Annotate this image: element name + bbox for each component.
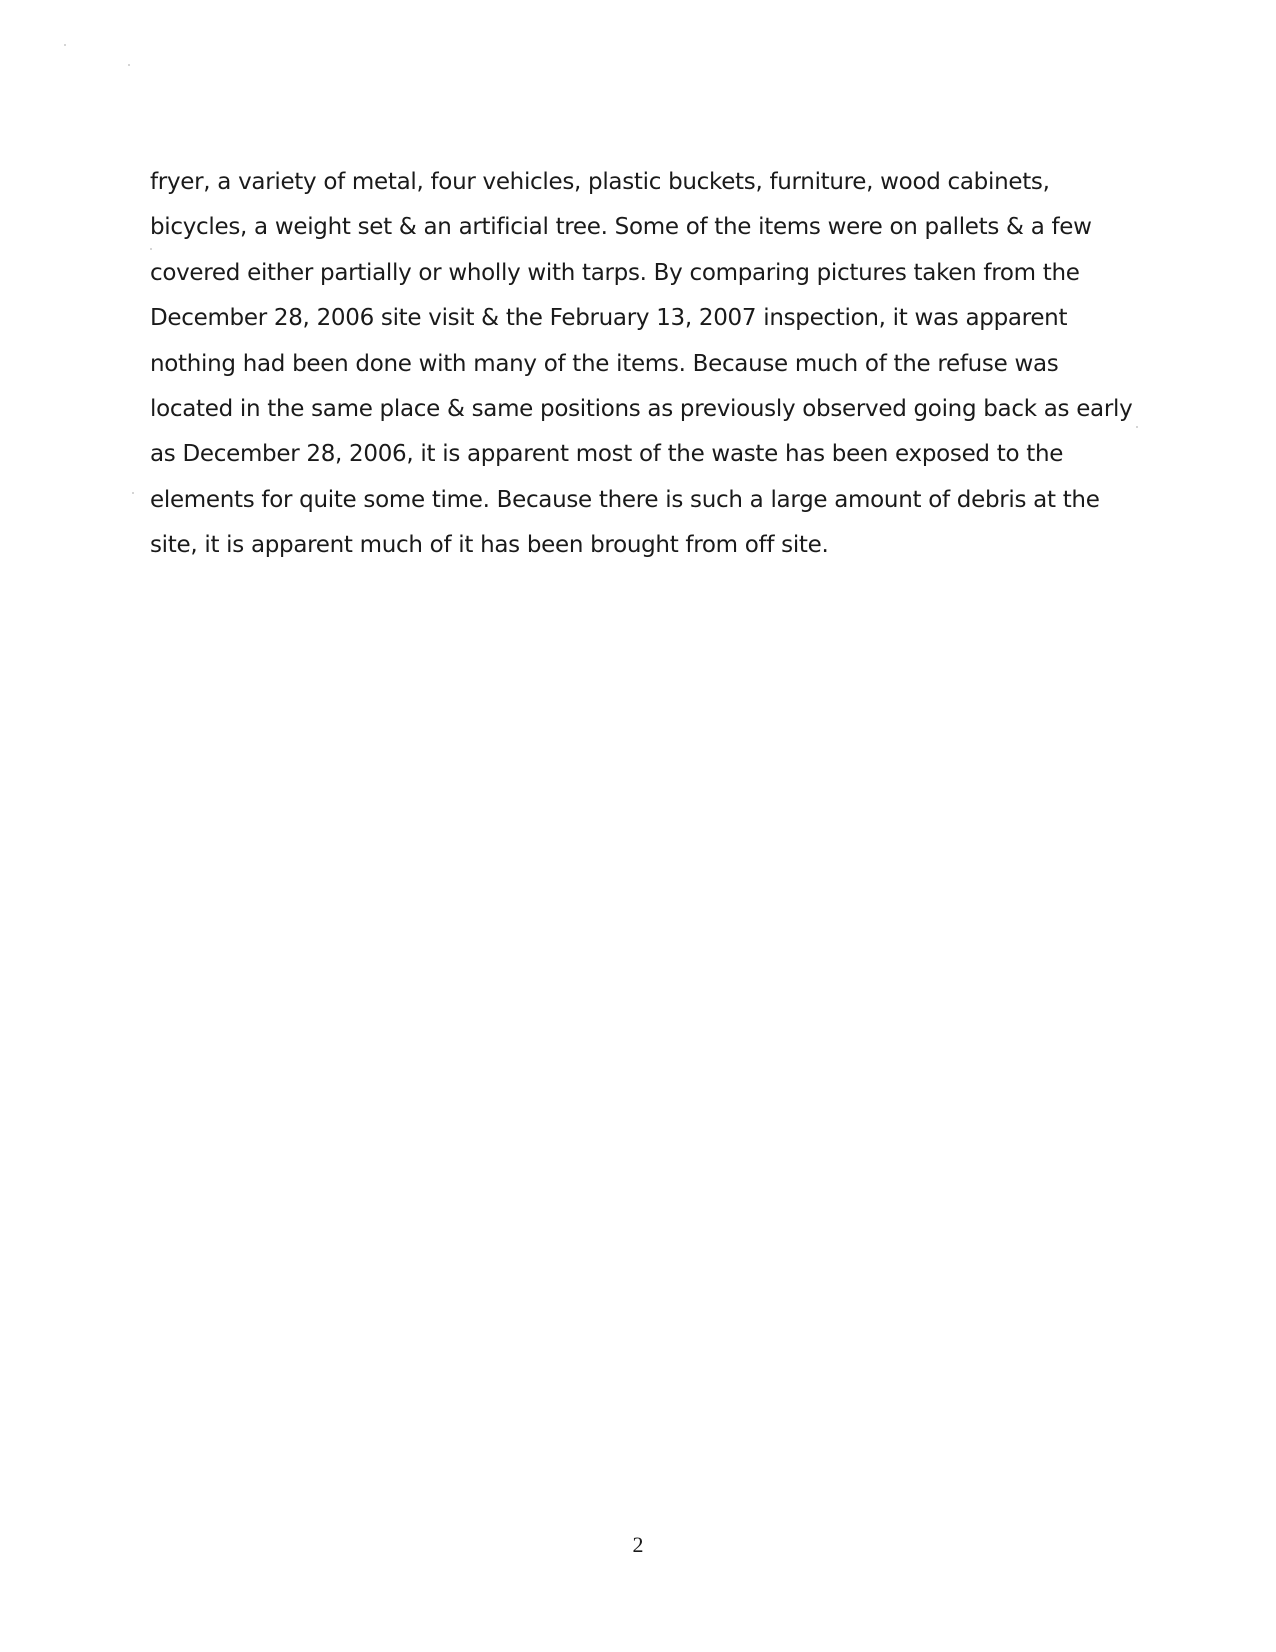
body-paragraph [150, 160, 1132, 569]
scan-speck [128, 64, 130, 66]
paragraph-line: site, it is apparent much of it has been brought from off site. [150, 532, 829, 559]
paragraph-line: covered either partially or wholly with tarps. By comparing pictures taken from the [150, 259, 1080, 286]
scan-speck [132, 492, 134, 494]
paragraph-line: bicycles, a weight set & an artificial tree. Some of the items were on pallets & a few [150, 214, 1092, 241]
paragraph-line: as December 28, 2006, it is apparent most of the waste has been exposed to the [150, 441, 1064, 468]
paragraph-line: December 28, 2006 site visit & the February 13, 2007 inspection, it was apparent [150, 305, 1068, 332]
page-number: 2 [632, 1532, 644, 1557]
paragraph-line: fryer, a variety of metal, four vehicles, plastic buckets, furniture, wood cabinets, [150, 169, 1050, 195]
paragraph-line: nothing had been done with many of the items. Because much of the refuse was [150, 350, 1059, 377]
paragraph-line: elements for quite some time. Because there is such a large amount of debris at the [150, 486, 1100, 513]
scan-speck [1136, 426, 1138, 428]
scan-speck [64, 44, 66, 46]
paragraph-line: located in the same place & same positions as previously observed going back as early [150, 395, 1133, 422]
